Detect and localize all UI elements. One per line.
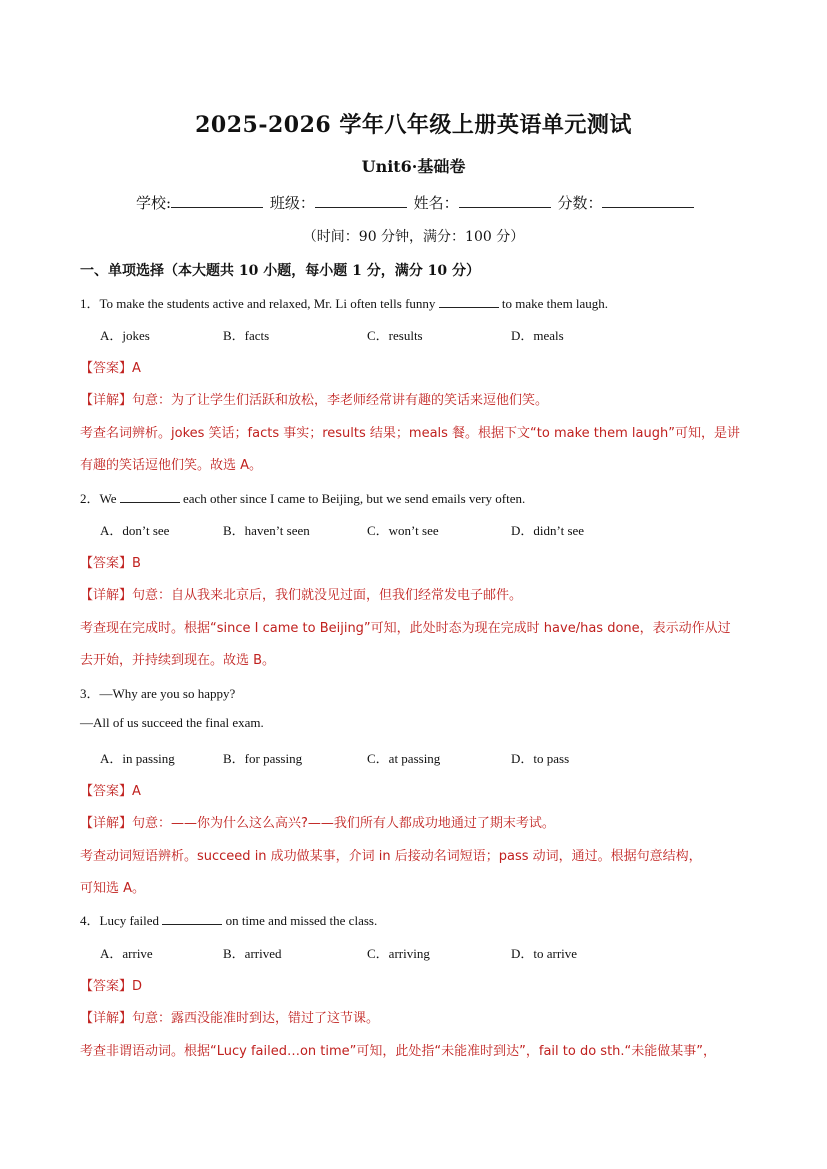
name-blank[interactable]	[459, 193, 551, 208]
class-label: 班级：	[269, 194, 315, 212]
question-2-analysis-cont: 去开始，并持续到现在。故选 B。	[80, 653, 276, 668]
option-a[interactable]: A．jokes	[100, 328, 150, 343]
school-blank[interactable]	[171, 193, 263, 208]
question-4-detail: 【详解】句意：露西没能准时到达，错过了这节课。	[80, 1011, 380, 1026]
option-c[interactable]: C．results	[367, 328, 423, 343]
question-1-answer: 【答案】A	[80, 361, 141, 376]
answer-blank	[162, 912, 222, 925]
question-1-analysis: 考查名词辨析。jokes 笑话；facts 事实；results 结果；meals 餐。根据下文“to make them laugh”可知，是讲	[80, 426, 740, 441]
question-4-analysis: 考查非谓语动词。根据“Lucy failed…on time”可知，此处指“未能准时到达”，fail to do sth.“未能做某事”，	[80, 1044, 717, 1059]
question-3-detail: 【详解】句意：——你为什么这么高兴?——我们所有人都成功地通过了期末考试。	[80, 816, 555, 831]
option-c[interactable]: C．won’t see	[367, 523, 439, 538]
question-2-analysis: 考查现在完成时。根据“since I came to Beijing”可知，此处时态为现在完成时 have/has done，表示动作从过	[80, 621, 731, 636]
option-b[interactable]: B．facts	[223, 328, 270, 343]
option-b[interactable]: B．arrived	[223, 946, 282, 961]
question-3-analysis-cont: 可知选 A。	[80, 881, 146, 896]
question-1-stem: 1．To make the students active and relaxed, Mr. Li often tells funny to make them laugh.	[80, 296, 609, 311]
answer-blank	[120, 490, 180, 503]
question-3-answer: 【答案】A	[80, 784, 141, 799]
section-heading: 一、单项选择（本大题共 10 小题，每小题 1 分，满分 10 分）	[80, 263, 480, 279]
student-info-line	[136, 192, 696, 213]
question-3-stem-cont: —All of us succeed the final exam.	[80, 715, 264, 730]
option-b[interactable]: B．haven’t seen	[223, 523, 310, 538]
option-a[interactable]: A．arrive	[100, 946, 153, 961]
class-blank[interactable]	[315, 193, 407, 208]
answer-blank	[439, 295, 499, 308]
name-label: 姓名：	[413, 194, 459, 212]
option-c[interactable]: C．at passing	[367, 751, 441, 766]
option-d[interactable]: D．to pass	[511, 751, 570, 766]
question-4-stem: 4．Lucy failed on time and missed the class.	[80, 913, 378, 928]
option-d[interactable]: D．meals	[511, 328, 564, 343]
school-label: 学校:	[136, 194, 172, 212]
question-1-detail: 【详解】句意：为了让学生们活跃和放松，李老师经常讲有趣的笑话来逗他们笑。	[80, 393, 549, 408]
option-b[interactable]: B．for passing	[223, 751, 303, 766]
option-d[interactable]: D．didn’t see	[511, 523, 585, 538]
score-label: 分数：	[557, 194, 603, 212]
page-subtitle: Unit6·基础卷	[361, 157, 466, 176]
option-a[interactable]: A．don’t see	[100, 523, 170, 538]
question-3-analysis: 考查动词短语辨析。succeed in 成功做某事，介词 in 后接动名词短语；pass 动词，通过。根据句意结构，	[80, 849, 702, 864]
question-4-answer: 【答案】D	[80, 979, 143, 994]
question-2-detail: 【详解】句意：自从我来北京后，我们就没见过面，但我们经常发电子邮件。	[80, 588, 523, 603]
time-limit: （时间：90 分钟，满分：100 分）	[302, 229, 525, 245]
question-2-stem: 2．We each other since I came to Beijing, but we send emails very often.	[80, 491, 526, 506]
option-c[interactable]: C．arriving	[367, 946, 430, 961]
question-1-analysis-cont: 有趣的笑话逗他们笑。故选 A。	[80, 458, 263, 473]
score-blank[interactable]	[602, 193, 694, 208]
page-title: 2025-2026 学年八年级上册英语单元测试	[195, 112, 632, 138]
question-2-answer: 【答案】B	[80, 556, 141, 571]
option-d[interactable]: D．to arrive	[511, 946, 578, 961]
option-a[interactable]: A．in passing	[100, 751, 175, 766]
question-3-stem: 3．—Why are you so happy?	[80, 686, 236, 701]
